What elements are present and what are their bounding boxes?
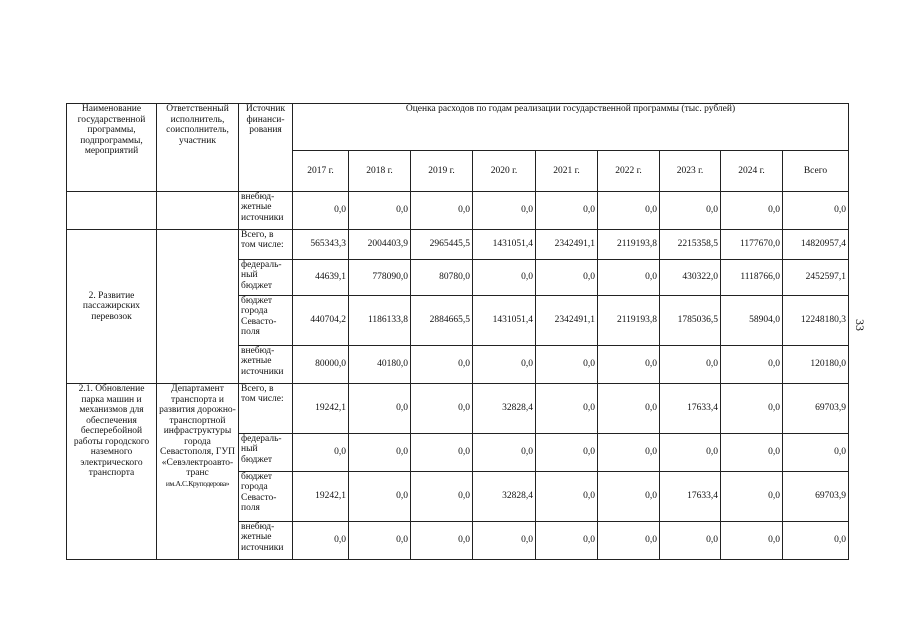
- value-cell: 17633,4: [660, 472, 721, 522]
- header-total: Всего: [783, 151, 849, 192]
- value-cell: 0,0: [783, 434, 849, 472]
- value-cell: 1431051,4: [473, 230, 536, 260]
- value-cell: 1785036,5: [660, 296, 721, 346]
- header-year: 2022 г.: [598, 151, 660, 192]
- empty-cell: [67, 192, 157, 230]
- source-cell: внебюд-жетные источники: [239, 346, 293, 384]
- value-cell: 0,0: [349, 522, 411, 560]
- value-cell: 0,0: [721, 434, 783, 472]
- value-cell: 40180,0: [349, 346, 411, 384]
- header-year: 2023 г.: [660, 151, 721, 192]
- value-cell: 0,0: [349, 192, 411, 230]
- table-row: [67, 230, 849, 260]
- source-cell: внебюд-жетные источники: [239, 192, 293, 230]
- value-cell: 32828,4: [473, 472, 536, 522]
- value-cell: 0,0: [721, 346, 783, 384]
- value-cell: 19242,1: [293, 472, 349, 522]
- value-cell: 2342491,1: [536, 296, 598, 346]
- source-cell: Всего, в том числе:: [239, 384, 293, 434]
- value-cell: 2215358,5: [660, 230, 721, 260]
- value-cell: 2004403,9: [349, 230, 411, 260]
- value-cell: 0,0: [598, 522, 660, 560]
- value-cell: 0,0: [721, 472, 783, 522]
- header-responsible: Ответственный исполнитель, соисполнитель, участник: [157, 104, 239, 192]
- header-source: Источник финанси-рования: [239, 104, 293, 192]
- responsible-tail: им.А.С.Круподерова»: [165, 478, 230, 488]
- value-cell: 0,0: [411, 434, 473, 472]
- empty-cell: [157, 230, 239, 384]
- value-cell: 0,0: [721, 384, 783, 434]
- budget-table: [66, 103, 849, 560]
- value-cell: 0,0: [536, 384, 598, 434]
- source-cell: федераль-ный бюджет: [239, 434, 293, 472]
- header-name: Наименование государственной программы, подпрограммы, мероприятий: [67, 104, 157, 192]
- value-cell: 44639,1: [293, 260, 349, 296]
- source-cell: Всего, в том числе:: [239, 230, 293, 260]
- value-cell: 430322,0: [660, 260, 721, 296]
- value-cell: 0,0: [473, 346, 536, 384]
- value-cell: 0,0: [660, 346, 721, 384]
- value-cell: 2965445,5: [411, 230, 473, 260]
- value-cell: 1177670,0: [721, 230, 783, 260]
- value-cell: 0,0: [536, 434, 598, 472]
- responsible-cell: [157, 384, 239, 560]
- value-cell: 0,0: [783, 192, 849, 230]
- table-row: [67, 192, 849, 230]
- source-cell: внебюд-жетные источники: [239, 522, 293, 560]
- value-cell: 2452597,1: [783, 260, 849, 296]
- value-cell: 0,0: [293, 522, 349, 560]
- value-cell: 2119193,8: [598, 296, 660, 346]
- value-cell: 0,0: [536, 472, 598, 522]
- header-year: 2018 г.: [349, 151, 411, 192]
- value-cell: 0,0: [293, 192, 349, 230]
- value-cell: 0,0: [411, 472, 473, 522]
- source-cell: бюджет города Севасто-поля: [239, 472, 293, 522]
- value-cell: 1431051,4: [473, 296, 536, 346]
- program-name-cell: 2. Развитие пассажирских перевозок: [67, 230, 157, 384]
- value-cell: 778090,0: [349, 260, 411, 296]
- value-cell: 0,0: [536, 260, 598, 296]
- value-cell: 0,0: [411, 192, 473, 230]
- header-year: 2024 г.: [721, 151, 783, 192]
- header-row-top: [67, 104, 849, 151]
- value-cell: 0,0: [411, 346, 473, 384]
- value-cell: 0,0: [721, 522, 783, 560]
- value-cell: 0,0: [473, 260, 536, 296]
- responsible-text: Департамент транспорта и развития дорожно-транспортной инфраструктуры города Севастополя, ГУП «Севэлектроавто-транс: [159, 384, 236, 478]
- header-estimate: Оценка расходов по годам реализации государственной программы (тыс. рублей): [293, 104, 849, 151]
- source-cell: федераль-ный бюджет: [239, 260, 293, 296]
- value-cell: 80780,0: [411, 260, 473, 296]
- value-cell: 0,0: [473, 522, 536, 560]
- value-cell: 19242,1: [293, 384, 349, 434]
- value-cell: 1186133,8: [349, 296, 411, 346]
- value-cell: 32828,4: [473, 384, 536, 434]
- value-cell: 0,0: [783, 522, 849, 560]
- value-cell: 120180,0: [783, 346, 849, 384]
- value-cell: 0,0: [473, 434, 536, 472]
- value-cell: 0,0: [660, 522, 721, 560]
- value-cell: 0,0: [536, 346, 598, 384]
- value-cell: 0,0: [411, 384, 473, 434]
- value-cell: 0,0: [598, 472, 660, 522]
- value-cell: 17633,4: [660, 384, 721, 434]
- header-year: 2020 г.: [473, 151, 536, 192]
- value-cell: 0,0: [411, 522, 473, 560]
- activity-name-cell: 2.1. Обновление парка машин и механизмов для обеспечения бесперебойной работы городского наземного электрического транспорта: [67, 384, 157, 560]
- value-cell: 14820957,4: [783, 230, 849, 260]
- header-year: 2017 г.: [293, 151, 349, 192]
- value-cell: 1118766,0: [721, 260, 783, 296]
- value-cell: 2884665,5: [411, 296, 473, 346]
- header-year: 2019 г.: [411, 151, 473, 192]
- value-cell: 80000,0: [293, 346, 349, 384]
- value-cell: 69703,9: [783, 472, 849, 522]
- value-cell: 0,0: [598, 384, 660, 434]
- value-cell: 0,0: [598, 260, 660, 296]
- value-cell: 0,0: [349, 384, 411, 434]
- value-cell: 12248180,3: [783, 296, 849, 346]
- value-cell: 0,0: [349, 472, 411, 522]
- value-cell: 0,0: [660, 192, 721, 230]
- value-cell: 565343,3: [293, 230, 349, 260]
- value-cell: 0,0: [536, 522, 598, 560]
- value-cell: 440704,2: [293, 296, 349, 346]
- header-year: 2021 г.: [536, 151, 598, 192]
- value-cell: 0,0: [536, 192, 598, 230]
- value-cell: 2342491,1: [536, 230, 598, 260]
- value-cell: 0,0: [598, 192, 660, 230]
- source-cell: бюджет города Севасто-поля: [239, 296, 293, 346]
- value-cell: 69703,9: [783, 384, 849, 434]
- page-number: 33: [853, 319, 867, 331]
- value-cell: 58904,0: [721, 296, 783, 346]
- empty-cell: [157, 192, 239, 230]
- value-cell: 2119193,8: [598, 230, 660, 260]
- value-cell: 0,0: [598, 346, 660, 384]
- value-cell: 0,0: [598, 434, 660, 472]
- value-cell: 0,0: [473, 192, 536, 230]
- value-cell: 0,0: [293, 434, 349, 472]
- table-row: [67, 384, 849, 434]
- value-cell: 0,0: [349, 434, 411, 472]
- value-cell: 0,0: [721, 192, 783, 230]
- value-cell: 0,0: [660, 434, 721, 472]
